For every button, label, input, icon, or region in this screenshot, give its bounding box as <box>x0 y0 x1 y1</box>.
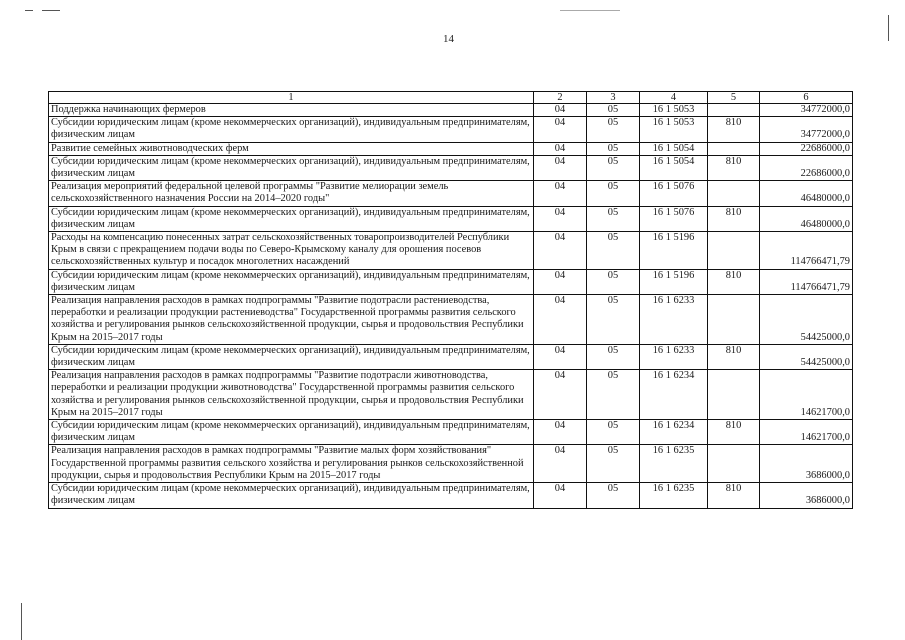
row-section-code: 04 <box>534 420 587 445</box>
row-expense-type-code: 810 <box>708 117 760 142</box>
table-row <box>49 445 853 483</box>
scan-artifact-top-left <box>25 10 33 11</box>
table-row <box>49 370 853 420</box>
table-row <box>49 181 853 206</box>
table-row <box>49 206 853 231</box>
row-section-code: 04 <box>534 370 587 420</box>
scan-artifact-top-center <box>560 10 620 11</box>
row-amount: 14621700,0 <box>760 370 853 420</box>
table-row <box>49 420 853 445</box>
table-row <box>49 344 853 369</box>
row-section-code: 04 <box>534 445 587 483</box>
row-expense-type-code: 810 <box>708 483 760 508</box>
column-header-3: 3 <box>587 92 640 104</box>
row-section-code: 04 <box>534 142 587 155</box>
row-description: Реализация мероприятий федеральной целевой программы "Развитие мелиорации земель сельскохозяйственного назначения России на 2014–2020 годы" <box>49 181 534 206</box>
row-target-article-code: 16 1 6235 <box>640 445 708 483</box>
row-amount: 14621700,0 <box>760 420 853 445</box>
table-row <box>49 295 853 345</box>
row-expense-type-code <box>708 181 760 206</box>
row-description: Реализация направления расходов в рамках подпрограммы "Развитие подотрасли животноводства, переработки и реализации продукции животноводства" Государственной программы развития сельского хозяйства и регулирования рынков сельскохозяйственной продукции, сырья и продовольствия Республики Крым на 2015–2017 годы <box>49 370 534 420</box>
row-amount: 22686000,0 <box>760 142 853 155</box>
row-expense-type-code <box>708 295 760 345</box>
row-target-article-code: 16 1 5054 <box>640 155 708 180</box>
row-target-article-code: 16 1 6233 <box>640 295 708 345</box>
row-subsection-code: 05 <box>587 420 640 445</box>
row-subsection-code: 05 <box>587 206 640 231</box>
scan-artifact-bottom-left <box>21 603 22 640</box>
row-subsection-code: 05 <box>587 445 640 483</box>
row-expense-type-code: 810 <box>708 344 760 369</box>
table-row <box>49 104 853 117</box>
row-target-article-code: 16 1 5053 <box>640 117 708 142</box>
row-description: Субсидии юридическим лицам (кроме некоммерческих организаций), индивидуальным предпринимателям, физическим лицам <box>49 483 534 508</box>
row-subsection-code: 05 <box>587 142 640 155</box>
row-amount: 114766471,79 <box>760 232 853 270</box>
row-subsection-code: 05 <box>587 483 640 508</box>
row-description: Субсидии юридическим лицам (кроме некоммерческих организаций), индивидуальным предпринимателям, физическим лицам <box>49 117 534 142</box>
column-header-2: 2 <box>534 92 587 104</box>
row-amount: 34772000,0 <box>760 117 853 142</box>
table-row <box>49 232 853 270</box>
row-section-code: 04 <box>534 295 587 345</box>
row-expense-type-code: 810 <box>708 206 760 231</box>
column-header-1: 1 <box>49 92 534 104</box>
row-expense-type-code: 810 <box>708 269 760 294</box>
row-target-article-code: 16 1 5196 <box>640 232 708 270</box>
column-header-6: 6 <box>760 92 853 104</box>
row-section-code: 04 <box>534 344 587 369</box>
row-description: Расходы на компенсацию понесенных затрат сельскохозяйственных товаропроизводителей Республики Крым в связи с прекращением подачи воды по Северо-Крымскому каналу для орошения посевов сельскохозяйственных культур и посадок многолетних насаждений <box>49 232 534 270</box>
row-expense-type-code <box>708 142 760 155</box>
row-section-code: 04 <box>534 269 587 294</box>
row-target-article-code: 16 1 5076 <box>640 206 708 231</box>
row-amount: 3686000,0 <box>760 483 853 508</box>
row-section-code: 04 <box>534 206 587 231</box>
row-expense-type-code <box>708 370 760 420</box>
row-expense-type-code <box>708 445 760 483</box>
scan-artifact-top-left-dash <box>42 10 60 11</box>
row-target-article-code: 16 1 6234 <box>640 420 708 445</box>
table-row <box>49 483 853 508</box>
table-row <box>49 142 853 155</box>
table-row <box>49 269 853 294</box>
row-section-code: 04 <box>534 181 587 206</box>
column-header-4: 4 <box>640 92 708 104</box>
row-description: Реализация направления расходов в рамках подпрограммы "Развитие подотрасли растениеводства, переработки и реализации продукции растениеводства" Государственной программы развития сельского хозяйства и регулирования рынков сельскохозяйственной продукции, сырья и продовольствия Республики Крым на 2015–2017 годы <box>49 295 534 345</box>
row-amount: 54425000,0 <box>760 344 853 369</box>
row-subsection-code: 05 <box>587 232 640 270</box>
row-subsection-code: 05 <box>587 155 640 180</box>
row-expense-type-code <box>708 232 760 270</box>
row-section-code: 04 <box>534 483 587 508</box>
column-header-5: 5 <box>708 92 760 104</box>
row-amount: 34772000,0 <box>760 104 853 117</box>
row-subsection-code: 05 <box>587 295 640 345</box>
row-amount: 3686000,0 <box>760 445 853 483</box>
budget-table <box>48 91 853 509</box>
row-section-code: 04 <box>534 104 587 117</box>
row-description: Реализация направления расходов в рамках подпрограммы "Развитие малых форм хозяйствования" Государственной программы развития сельского хозяйства и регулирования рынков сельскохозяйственной продукции, сырья и продовольствия Республики Крым на 2015–2017 годы <box>49 445 534 483</box>
row-target-article-code: 16 1 5196 <box>640 269 708 294</box>
row-description: Субсидии юридическим лицам (кроме некоммерческих организаций), индивидуальным предпринимателям, физическим лицам <box>49 420 534 445</box>
row-target-article-code: 16 1 5076 <box>640 181 708 206</box>
table-row <box>49 155 853 180</box>
row-subsection-code: 05 <box>587 370 640 420</box>
row-subsection-code: 05 <box>587 269 640 294</box>
row-description: Субсидии юридическим лицам (кроме некоммерческих организаций), индивидуальным предпринимателям, физическим лицам <box>49 206 534 231</box>
row-target-article-code: 16 1 5054 <box>640 142 708 155</box>
row-section-code: 04 <box>534 117 587 142</box>
row-expense-type-code: 810 <box>708 155 760 180</box>
row-section-code: 04 <box>534 155 587 180</box>
row-amount: 54425000,0 <box>760 295 853 345</box>
row-subsection-code: 05 <box>587 117 640 142</box>
row-subsection-code: 05 <box>587 181 640 206</box>
row-target-article-code: 16 1 6233 <box>640 344 708 369</box>
row-amount: 22686000,0 <box>760 155 853 180</box>
row-description: Субсидии юридическим лицам (кроме некоммерческих организаций), индивидуальным предпринимателям, физическим лицам <box>49 269 534 294</box>
row-subsection-code: 05 <box>587 104 640 117</box>
row-section-code: 04 <box>534 232 587 270</box>
row-description: Поддержка начинающих фермеров <box>49 104 534 117</box>
row-expense-type-code <box>708 104 760 117</box>
row-amount: 46480000,0 <box>760 181 853 206</box>
row-expense-type-code: 810 <box>708 420 760 445</box>
row-amount: 46480000,0 <box>760 206 853 231</box>
page-number: 14 <box>443 33 454 45</box>
row-description: Развитие семейных животноводческих ферм <box>49 142 534 155</box>
table-row <box>49 117 853 142</box>
row-description: Субсидии юридическим лицам (кроме некоммерческих организаций), индивидуальным предпринимателям, физическим лицам <box>49 344 534 369</box>
row-target-article-code: 16 1 6235 <box>640 483 708 508</box>
scan-artifact-right-edge <box>888 15 889 41</box>
row-amount: 114766471,79 <box>760 269 853 294</box>
row-target-article-code: 16 1 5053 <box>640 104 708 117</box>
row-target-article-code: 16 1 6234 <box>640 370 708 420</box>
row-subsection-code: 05 <box>587 344 640 369</box>
header-row <box>49 92 853 104</box>
row-description: Субсидии юридическим лицам (кроме некоммерческих организаций), индивидуальным предпринимателям, физическим лицам <box>49 155 534 180</box>
